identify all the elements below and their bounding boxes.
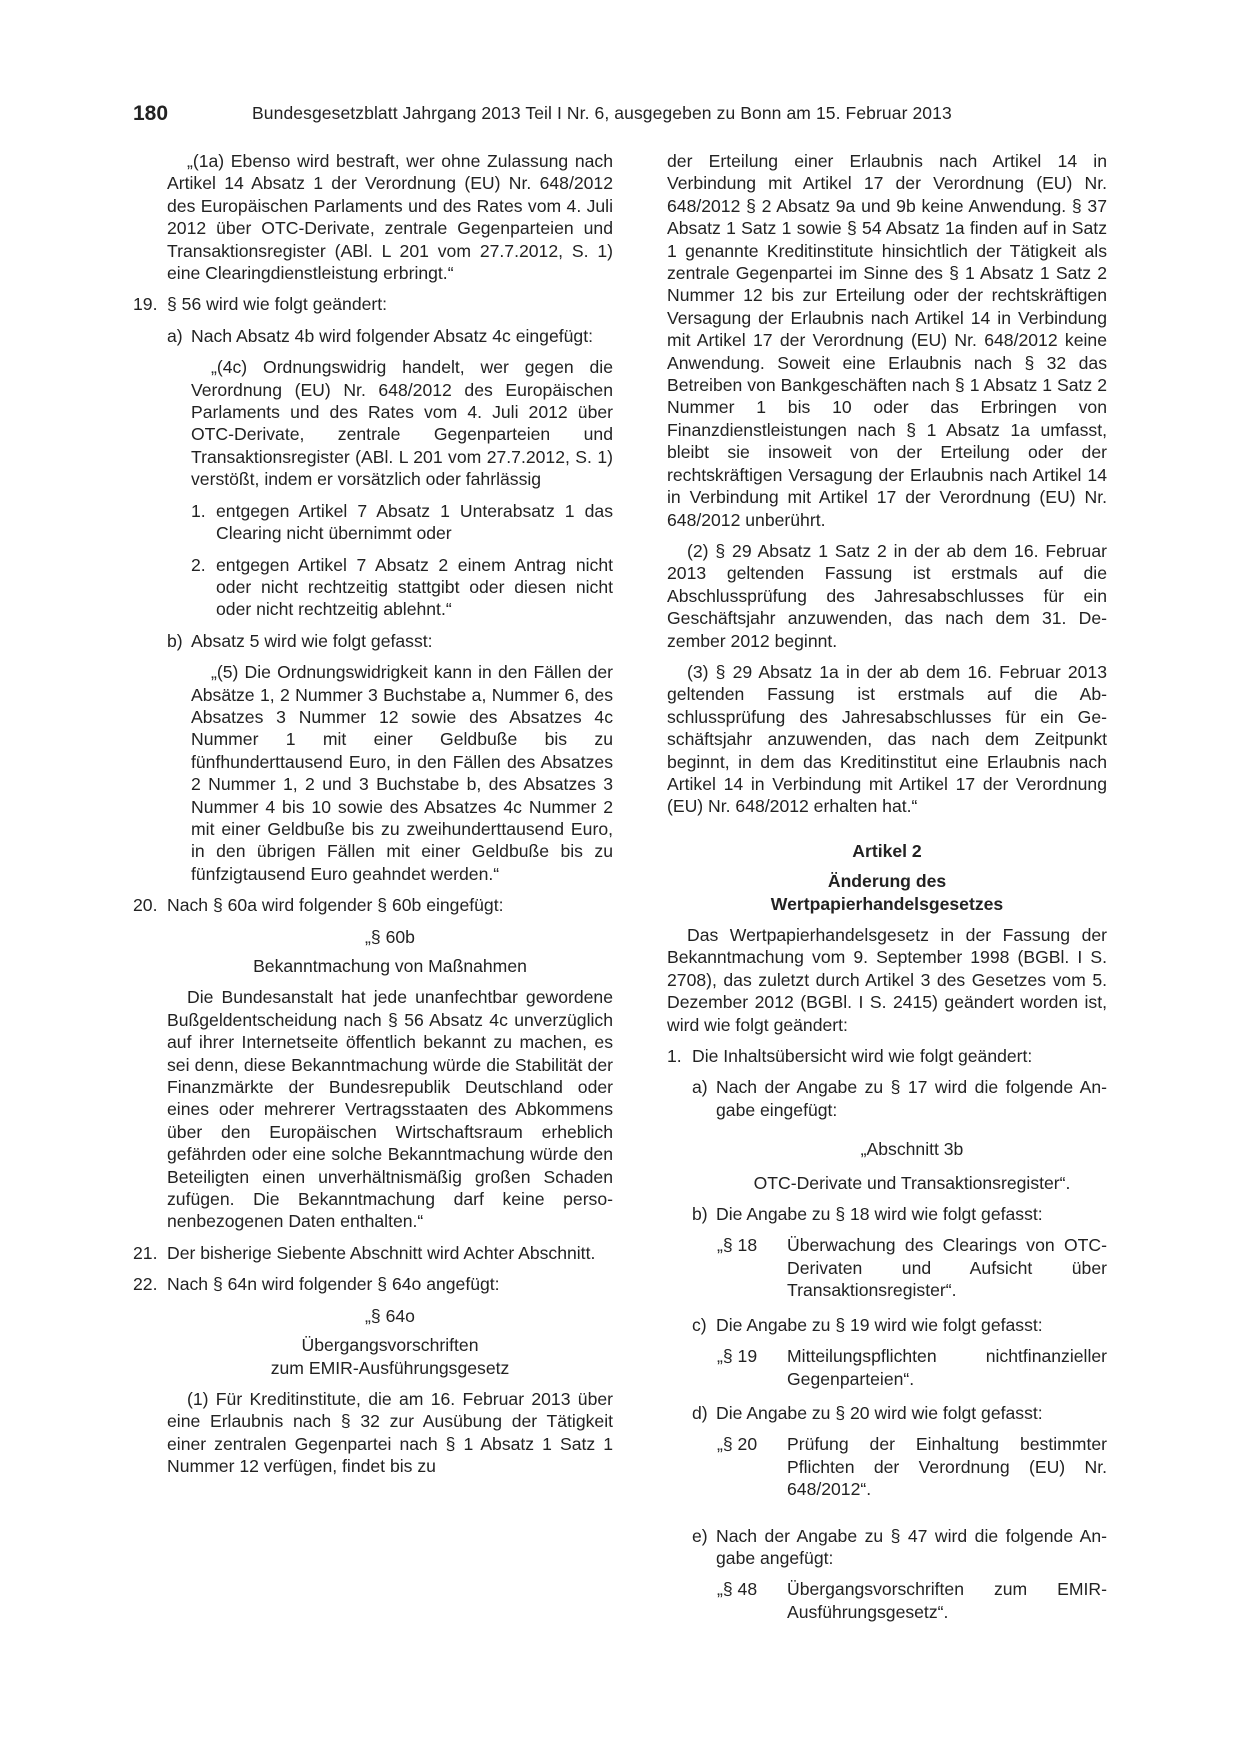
abschnitt-3b-subtitle: OTC-Derivate und Transaktionsregister“. [753,1172,1071,1193]
list-item-19a: a) Nach Absatz 4b wird folgender Absatz 4c eingefügt: [167,325,593,346]
section-64o-subtitle-2: zum EMIR-Ausführungsgesetz [270,1357,510,1378]
enum-item-2: 2. entgegen Artikel 7 Absatz 2 einem Antrag nicht oder nicht rechtzeitig stattgibt oder diesen nicht oder nicht rechtzeitig ablehnt.“ [191,554,613,620]
page-number: 180 [133,102,169,125]
paragraph-5: „(5) Die Ordnungswidrigkeit kann in den Fällen der Absätze 1, 2 Nummer 3 Buchstabe a, Nummer 6, des Absatzes 3 Nummer 12 sowie des Absatzes 4c Nummer 1 mit einer Geldbuße bis zu fünfhunderttausend Euro, in den Fällen des Absatzes 2 Nummer 1, 2 und 3 Buchstabe b, des Absatzes 3 Nummer 4 bis 10 sowie des Absatzes 4c Nummer 2 mit einer Geldbuße bis zu zweihunderttausend Euro, in den übrigen Fällen mit einer Geldbuße bis zu fünfzigtausend Euro geahndet werden.“ [191,662,613,884]
list-item-1b: b) Die Angabe zu § 18 wird wie folgt gefasst: [692,1204,1043,1225]
overview-entry-20: „§ 20 Prüfung der Einhaltung bestimmter Pflichten der Verordnung (EU) Nr. 648/2012“. [717,1434,1107,1500]
enum-list-4c [191,500,613,621]
section-64o-paragraph-1: (1) Für Kreditinstitute, die am 16. Februar 2013 über eine Erlaubnis nach § 32 zur Ausübung der Tätigkeit einer zentralen Gegenpartei nach § 1 Absatz 1 Satz 1 Nummer 12 verfügen, findet bis zu [167,1388,613,1477]
left-column [133,150,613,1487]
abschnitt-3b-title: „Abschnitt 3b [860,1139,964,1160]
running-head: Bundesgesetzblatt Jahrgang 2013 Teil I Nr. 6, ausgegeben zu Bonn am 15. Februar 2013 [252,103,952,123]
section-64o-subtitle-1: Übergangsvorschriften [301,1335,479,1356]
list-item-22: 22. Nach § 64n wird folgender § 64o angefügt: [133,1274,500,1295]
section-64o-paragraph-2: (2) § 29 Absatz 1 Satz 2 in der ab dem 16. Februar 2013 geltenden Fassung ist erstmals auf die Abschlussprüfung des Jahresabschlusses für ein Geschäftsjahr anzuwenden, das nach dem 31. Dezember 2012 beginnt. [667,540,1107,651]
list-item-1: 1. Die Inhaltsübersicht wird wie folgt geändert: [667,1046,1033,1067]
section-60b-subtitle: Bekanntmachung von Maßnahmen [253,956,527,976]
paragraph-1a: „(1a) Ebenso wird bestraft, wer ohne Zulassung nach Artikel 14 Absatz 1 der Verordnung (EU) Nr. 648/2012 des Europäischen Parlaments und des Rates vom 4. Juli 2012 über OTC-Derivate, zentrale Gegenparteien und Transaktionsregister (ABl. L 201 vom 27.7.2012, S. 1) eine Clearingdienstleistung erbringt.“ [167,151,613,284]
overview-entry-19: „§ 19 Mitteilungspflichten nichtfinanzieller Gegenparteien“. [717,1346,1107,1389]
list-item-19b: b) Absatz 5 wird wie folgt gefasst: [167,630,433,651]
section-60b-text: Die Bundesanstalt hat jede unanfechtbar gewordene Bußgeldentscheidung nach § 56 Absatz 4c unverzüglich auf ihrer Internetseite öffentlich bekannt zu machen, es sei denn, diese Bekanntmachung würde die Stabilität der Finanzmärkte der Bundesrepublik Deutschland oder eines oder mehrerer Vertragsstaaten des Abkommens über den Europäischen Wirtschaftsraum erheblich gefährden oder eine solche Bekanntmachung würde den Beteiligten einen unverhältnismäßig großen Schaden zufügen. Die Bekanntmachung darf keine personenbezogenen Daten enthalten.“ [167,987,613,1232]
list-item-19: 19. § 56 wird wie folgt geändert: [133,294,388,315]
article-2-title: Artikel 2 [852,840,922,861]
article-2-intro: Das Wertpapierhandelsgesetz in der Fassung der Bekanntmachung vom 9. September 1998 (BGBl. I S. 2708), das zuletzt durch Artikel 3 des Gesetzes vom 5. Dezember 2012 (BGBl. I S. 2415) geändert worden ist, wird wie folgt geändert: [667,925,1107,1035]
right-column [667,150,1107,1635]
paragraph-4c: „(4c) Ordnungswidrig handelt, wer gegen die Verordnung (EU) Nr. 648/2012 des Europäischen Parlaments und des Rates vom 4. Juli 2012 über OTC-Derivate, zentrale Gegenparteien und Transaktionsregister (ABl. L 201 vom 27.7.2012, S. 1) verstößt, indem er vorsätzlich oder fahrlässig [191,357,613,490]
section-64o-paragraph-3: (3) § 29 Absatz 1a in der ab dem 16. Februar 2013 geltenden Fassung ist erstmals auf die Abschlussprüfung des Jahresabschlusses für ein Geschäftsjahr anzuwenden, das nach dem Zeitpunkt beginnt, in dem das Kreditinstitut eine Erlaubnis nach Artikel 14 in Verbindung mit Artikel 17 der Verordnung (EU) Nr. 648/2012 erhalten hat.“ [667,661,1107,817]
section-64o-title: „§ 64o [365,1305,415,1326]
article-2-subtitle-2: Wertpapierhandelsgesetzes [770,893,1004,914]
list-item-1a: a) Nach der Angabe zu § 17 wird die folgende Angabe eingefügt: [692,1077,1107,1120]
page-header [133,102,1123,128]
section-60b-title: „§ 60b [365,926,415,947]
enum-item-1: 1. entgegen Artikel 7 Absatz 1 Unterabsatz 1 das Clearing nicht übernimmt oder [191,500,613,544]
overview-entry-18: „§ 18 Überwachung des Clearings von OTC-Derivaten und Aufsicht über Transaktionsregister“. [717,1235,1107,1301]
section-64o-paragraph-1-continued: der Erteilung einer Erlaubnis nach Artikel 14 in Verbindung mit Artikel 17 der Verordnung (EU) Nr. 648/2012 § 2 Absatz 9a und 9b keine Anwendung. § 37 Absatz 1 Satz 1 sowie § 54 Absatz 1a finden auf in Satz 1 genannte Kreditinstitute hinsichtlich der Tätigkeit als zentrale Gegenpartei im Sinne des § 1 Absatz 1 Satz 2 Nummer 12 bis zur Erteilung oder der rechtskräftigen Versagung der Erlaubnis nach Artikel 14 in Verbindung mit Artikel 17 der Verordnung (EU) Nr. 648/2012 keine Anwendung. Soweit eine Erlaubnis nach § 32 das Betreiben von Bankgeschäften nach § 1 Absatz 1 Satz 2 Nummer 1 bis 10 oder das Erbringen von Finanzdienstleistungen nach § 1 Absatz 1a umfasst, bleibt sie insoweit von der Erteilung oder der rechtskräftigen Versagung der Erlaubnis nach Artikel 14 in Verbindung mit Artikel 17 der Verordnung (EU) Nr. 648/2012 unberührt. [667,151,1107,530]
list-item-21: 21. Der bisherige Siebente Abschnitt wird Achter Abschnitt. [133,1242,596,1263]
list-item-1c: c) Die Angabe zu § 19 wird wie folgt gefasst: [692,1314,1043,1335]
list-item-1e: e) Nach der Angabe zu § 47 wird die folgende Angabe angefügt: [692,1525,1107,1568]
overview-entry-48: „§ 48 Übergangsvorschriften zum EMIR-Ausführungsgesetz“. [717,1579,1107,1622]
list-item-20: 20. Nach § 60a wird folgender § 60b eingefügt: [133,895,504,916]
article-2-subtitle-1: Änderung des [827,871,947,892]
list-item-1d: d) Die Angabe zu § 20 wird wie folgt gefasst: [692,1402,1043,1423]
